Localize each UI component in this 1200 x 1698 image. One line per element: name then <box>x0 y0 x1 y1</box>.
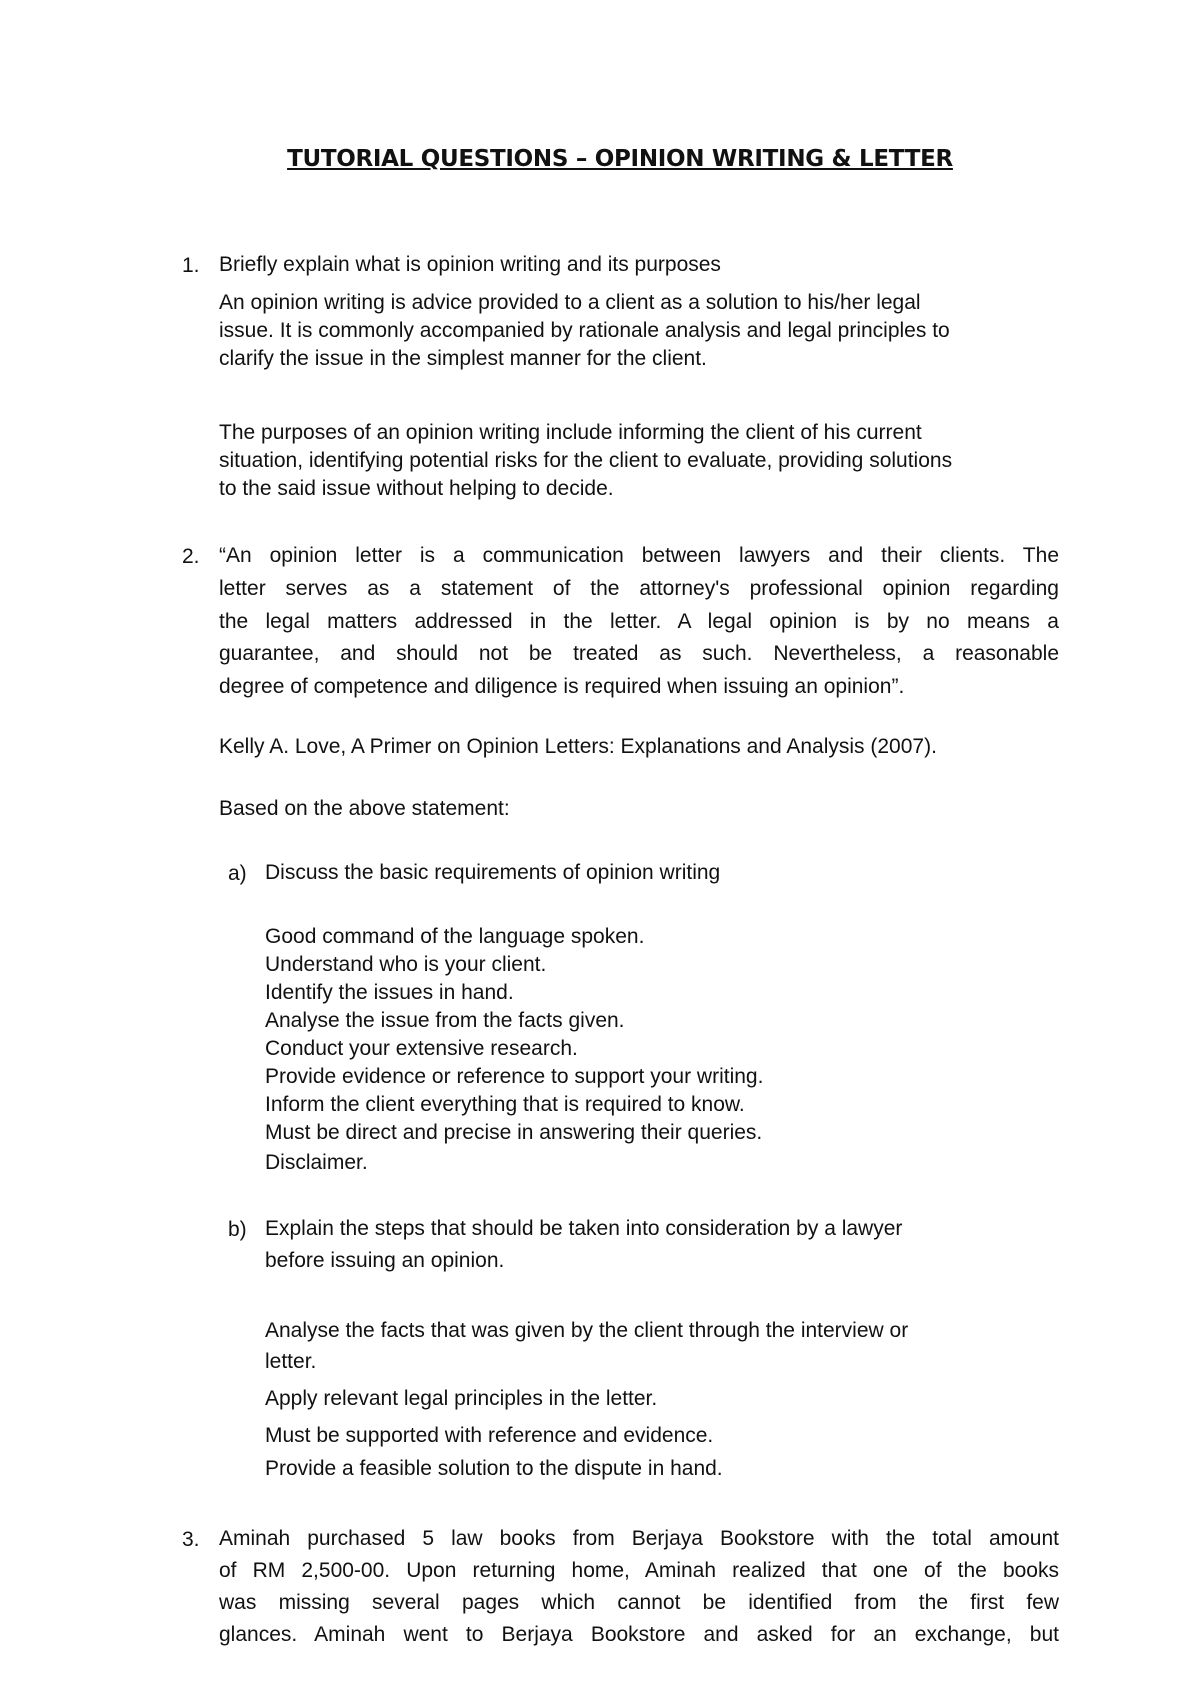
requirement-item: Conduct your extensive research. <box>265 1037 578 1060</box>
requirement-item: Inform the client everything that is required to know. <box>265 1093 745 1116</box>
step-item: Analyse the facts that was given by the client through the interview or <box>265 1319 909 1342</box>
step-item: Provide a feasible solution to the dispute in hand. <box>265 1457 723 1480</box>
requirement-item: Provide evidence or reference to support your writing. <box>265 1065 764 1088</box>
requirement-item: Identify the issues in hand. <box>265 981 514 1004</box>
step-item: Must be supported with reference and evidence. <box>265 1424 714 1447</box>
requirement-item: Understand who is your client. <box>265 953 547 976</box>
requirement-item: Disclaimer. <box>265 1151 368 1174</box>
part-b-label: b) <box>228 1218 247 1241</box>
part-a-question: Discuss the basic requirements of opinion writing <box>265 861 721 884</box>
question-3-number: 3. <box>182 1528 200 1551</box>
requirement-item: Analyse the issue from the facts given. <box>265 1009 625 1032</box>
answer-1-purpose-line: situation, identifying potential risks for the client to evaluate, providing solutions <box>219 449 953 472</box>
question-3-line: of RM 2,500-00. Upon returning home, Aminah realized that one of the books <box>219 1559 1059 1582</box>
quote-line: letter serves as a statement of the attorney's professional opinion regarding <box>219 577 1059 600</box>
document-title: TUTORIAL QUESTIONS – OPINION WRITING & LETTER <box>287 146 953 172</box>
quote-line: degree of competence and diligence is required when issuing an opinion”. <box>219 675 905 698</box>
quote-citation: Kelly A. Love, A Primer on Opinion Letters: Explanations and Analysis (2007). <box>219 735 937 758</box>
question-1-text: Briefly explain what is opinion writing and its purposes <box>219 253 721 276</box>
answer-1-purpose-line: to the said issue without helping to decide. <box>219 477 614 500</box>
answer-1-line: An opinion writing is advice provided to a client as a solution to his/her legal <box>219 291 921 314</box>
requirement-item: Good command of the language spoken. <box>265 925 645 948</box>
question-1-number: 1. <box>182 254 200 277</box>
question-3-line: was missing several pages which cannot be identified from the first few <box>219 1591 1059 1614</box>
question-3-line: glances. Aminah went to Berjaya Bookstore and asked for an exchange, but <box>219 1623 1059 1646</box>
quote-line: the legal matters addressed in the letter. A legal opinion is by no means a <box>219 610 1059 633</box>
part-b-question-line: Explain the steps that should be taken into consideration by a lawyer <box>265 1217 903 1240</box>
question-3-line: Aminah purchased 5 law books from Berjaya Bookstore with the total amount <box>219 1527 1059 1550</box>
requirement-item: Must be direct and precise in answering their queries. <box>265 1121 763 1144</box>
part-b-question-line: before issuing an opinion. <box>265 1249 505 1272</box>
quote-line: “An opinion letter is a communication between lawyers and their clients. The <box>219 544 1059 567</box>
answer-1-line: issue. It is commonly accompanied by rationale analysis and legal principles to <box>219 319 950 342</box>
lead-in-text: Based on the above statement: <box>219 797 510 820</box>
question-2-number: 2. <box>182 545 200 568</box>
step-item: letter. <box>265 1350 317 1373</box>
step-item: Apply relevant legal principles in the letter. <box>265 1387 658 1410</box>
part-a-label: a) <box>228 862 247 885</box>
answer-1-line: clarify the issue in the simplest manner for the client. <box>219 347 707 370</box>
quote-line: guarantee, and should not be treated as such. Nevertheless, a reasonable <box>219 642 1059 665</box>
answer-1-purpose-line: The purposes of an opinion writing include informing the client of his current <box>219 421 922 444</box>
